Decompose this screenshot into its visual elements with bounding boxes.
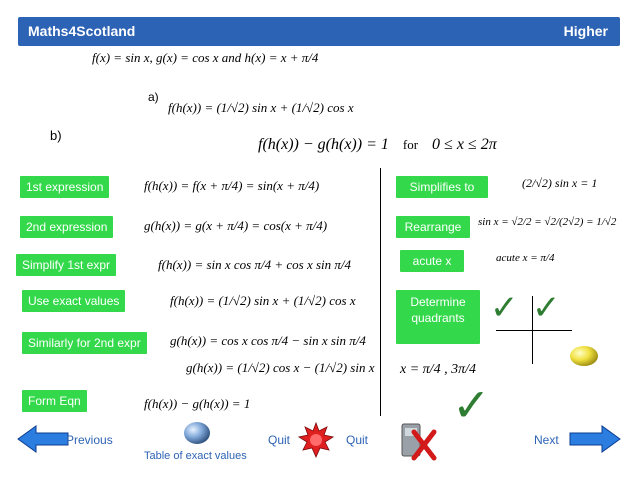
step-similarly-second-math2: g(h(x)) = (1/√2) cos x − (1/√2) sin x (186, 360, 375, 375)
step-exact-values[interactable]: Use exact values (22, 290, 125, 312)
step-rearrange[interactable]: Rearrange (396, 216, 470, 238)
brand-title: Maths4Scotland (28, 23, 136, 39)
header-bar (18, 17, 620, 46)
yellow-gem-icon[interactable] (568, 344, 600, 368)
level-label: Higher (563, 23, 608, 39)
phone-cross-icon[interactable] (398, 418, 438, 462)
step-rearrange-math: sin x = √2/2 = √2/(2√2) = 1/√2 (478, 216, 617, 228)
step-first-expression-math: f(h(x)) = f(x + π/4) = sin(x + π/4) (144, 178, 320, 193)
quadrant-axis-horizontal (496, 330, 572, 331)
step-second-expression[interactable]: 2nd expression (20, 216, 113, 238)
previous-arrow-icon[interactable] (16, 424, 70, 454)
given-text: f(x) = sin x, g(x) = cos x and h(x) = x + π/4 (92, 50, 319, 65)
step-simplify-first-math: f(h(x)) = sin x cos π/4 + cos x sin π/4 (158, 257, 352, 272)
step-acute-x-math: acute x = π/4 (496, 252, 555, 264)
blue-gem-icon[interactable] (182, 420, 212, 446)
step-simplifies-to[interactable]: Simplifies to (396, 176, 488, 198)
big-check-icon: ✓ (452, 378, 491, 432)
step-determine-quadrants-math: x = π/4 , 3π/4 (400, 362, 476, 377)
part-b-label: b) (50, 128, 62, 143)
step-exact-values-math: f(h(x)) = (1/√2) sin x + (1/√2) cos x (170, 293, 356, 308)
quit-star-icon[interactable] (298, 422, 334, 458)
previous-label[interactable]: Previous (66, 433, 113, 447)
quit-label-left[interactable]: Quit (268, 433, 291, 447)
step-similarly-second-math: g(h(x)) = cos x cos π/4 − sin x sin π/4 (170, 333, 366, 348)
step-first-expression[interactable]: 1st expression (20, 176, 109, 198)
step-simplifies-to-math: (2/√2) sin x = 1 (522, 176, 598, 190)
part-a-label: a) (148, 90, 159, 104)
given-functions (92, 50, 318, 66)
step-similarly-second[interactable]: Similarly for 2nd expr (22, 332, 147, 354)
step-simplify-first[interactable]: Simplify 1st expr (16, 254, 116, 276)
step-form-eqn[interactable]: Form Eqn (22, 390, 87, 412)
part-b-equation (258, 136, 497, 154)
for-word: for (402, 137, 419, 152)
step-second-expression-math: g(h(x)) = g(x + π/4) = cos(x + π/4) (144, 218, 328, 233)
step-determine-quadrants[interactable]: Determine quadrants (396, 290, 480, 344)
step-acute-x[interactable]: acute x (400, 250, 464, 272)
quit-label-right[interactable]: Quit (346, 433, 369, 447)
column-divider (380, 168, 381, 416)
equation-text: f(h(x)) − g(h(x)) = 1 (258, 136, 389, 153)
check-icon: ✓ (490, 288, 519, 328)
check-icon: ✓ (532, 288, 561, 328)
next-arrow-icon[interactable] (568, 424, 622, 454)
step-form-eqn-math: f(h(x)) − g(h(x)) = 1 (144, 396, 251, 411)
part-a-result: f(h(x)) = (1/√2) sin x + (1/√2) cos x (168, 100, 354, 115)
exact-values-link[interactable]: Table of exact values (144, 450, 247, 462)
next-label[interactable]: Next (534, 433, 559, 447)
range-text: 0 ≤ x ≤ 2π (432, 136, 497, 153)
